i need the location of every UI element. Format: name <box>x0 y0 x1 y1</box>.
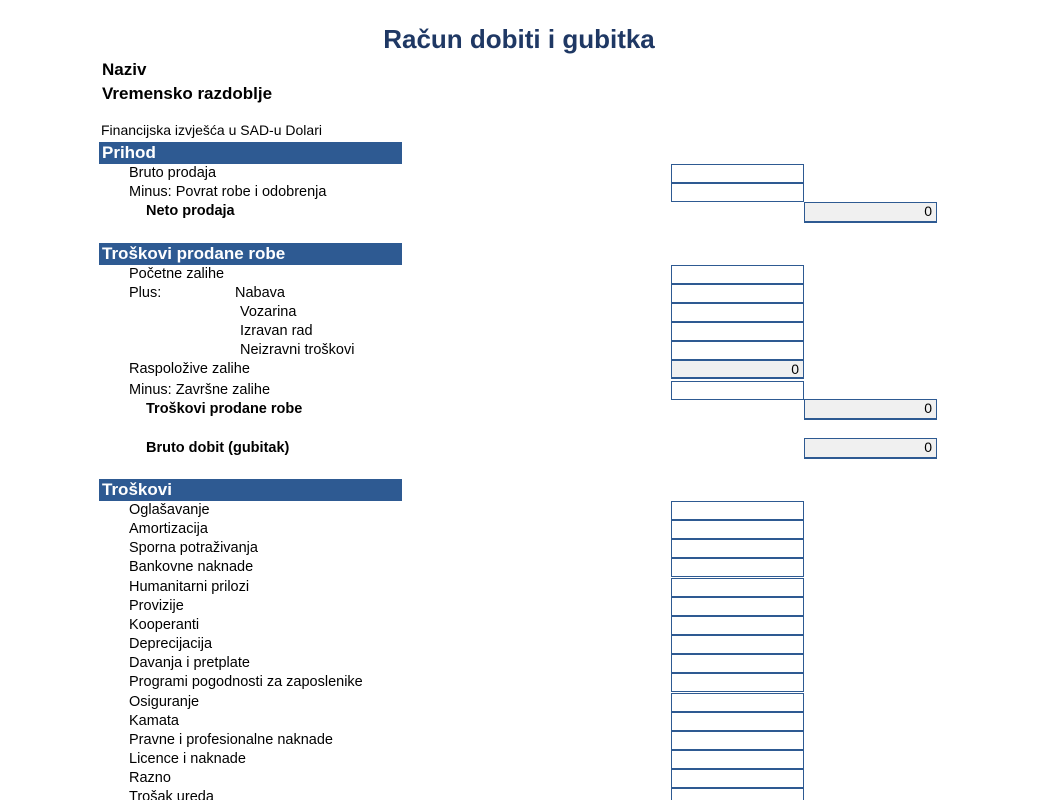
expense-label: Bankovne naknade <box>129 559 254 575</box>
expense-input[interactable] <box>671 558 804 577</box>
expense-label: Sporna potraživanja <box>129 540 258 556</box>
expense-label: Razno <box>129 770 171 786</box>
expense-label: Amortizacija <box>129 521 208 537</box>
expense-label: Davanja i pretplate <box>129 655 250 671</box>
plus-label: Plus: <box>129 285 162 301</box>
ending-inventory-input[interactable] <box>671 381 804 400</box>
period-label: Vremensko razdoblje <box>102 84 273 103</box>
expense-input[interactable] <box>671 693 804 712</box>
gross-sales-input[interactable] <box>671 164 804 183</box>
expense-label: Programi pogodnosti za zaposlenike <box>129 674 363 690</box>
beginning-inventory-label: Početne zalihe <box>129 266 225 282</box>
indirect-costs-input[interactable] <box>671 341 804 360</box>
returns-input[interactable] <box>671 183 804 202</box>
page-title: Račun dobiti i gubitka <box>383 24 655 54</box>
available-inventory-label: Raspoložive zalihe <box>129 361 250 377</box>
direct-labor-input[interactable] <box>671 322 804 341</box>
cogs-total: 0 <box>804 399 937 420</box>
gross-sales-label: Bruto prodaja <box>129 165 217 181</box>
net-sales-total: 0 <box>804 202 937 223</box>
expense-input[interactable] <box>671 788 804 800</box>
gross-profit-label: Bruto dobit (gubitak) <box>146 440 290 456</box>
expense-input[interactable] <box>671 654 804 673</box>
expense-input[interactable] <box>671 769 804 788</box>
cogs-total-label: Troškovi prodane robe <box>146 401 303 417</box>
expense-label: Trošak ureda <box>129 789 214 800</box>
freight-label: Vozarina <box>240 304 297 320</box>
name-label: Naziv <box>102 60 147 79</box>
expense-label: Licence i naknade <box>129 751 246 767</box>
purchases-label: Nabava <box>235 285 285 301</box>
expense-label: Oglašavanje <box>129 502 210 518</box>
expense-input[interactable] <box>671 635 804 654</box>
expense-input[interactable] <box>671 597 804 616</box>
indirect-costs-label: Neizravni troškovi <box>240 342 355 358</box>
expense-input[interactable] <box>671 731 804 750</box>
expense-label: Kooperanti <box>129 617 200 633</box>
section-expenses-heading: Troškovi <box>99 479 402 501</box>
currency-note: Financijska izvješća u SAD-u Dolari <box>101 122 322 138</box>
section-revenue-heading: Prihod <box>99 142 402 164</box>
section-cogs-heading: Troškovi prodane robe <box>99 243 402 265</box>
expense-input[interactable] <box>671 520 804 539</box>
beginning-inventory-input[interactable] <box>671 265 804 284</box>
expense-label: Provizije <box>129 598 184 614</box>
expense-input[interactable] <box>671 501 804 520</box>
purchases-input[interactable] <box>671 284 804 303</box>
net-sales-label: Neto prodaja <box>146 203 235 219</box>
gross-profit-total: 0 <box>804 438 937 459</box>
expense-input[interactable] <box>671 616 804 635</box>
expense-input[interactable] <box>671 673 804 692</box>
expense-input[interactable] <box>671 578 804 597</box>
expense-input[interactable] <box>671 750 804 769</box>
expense-label: Osiguranje <box>129 694 200 710</box>
expense-input[interactable] <box>671 539 804 558</box>
direct-labor-label: Izravan rad <box>240 323 313 339</box>
freight-input[interactable] <box>671 303 804 322</box>
expense-label: Kamata <box>129 713 179 729</box>
expense-label: Pravne i profesionalne naknade <box>129 732 333 748</box>
ending-inventory-label: Minus: Završne zalihe <box>129 382 271 398</box>
available-inventory-value: 0 <box>671 360 804 379</box>
expense-input[interactable] <box>671 712 804 731</box>
expense-label: Deprecijacija <box>129 636 213 652</box>
returns-label: Minus: Povrat robe i odobrenja <box>129 184 327 200</box>
expense-label: Humanitarni prilozi <box>129 579 250 595</box>
